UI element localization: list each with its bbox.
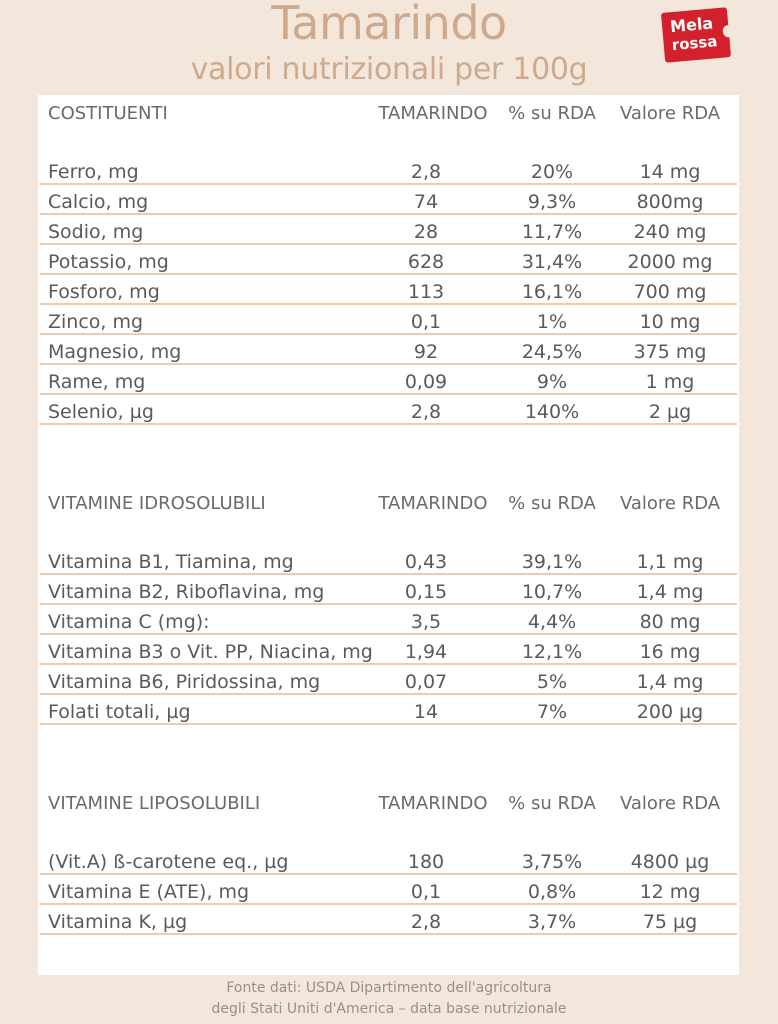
section-title: VITAMINE LIPOSOLUBILI <box>48 793 261 814</box>
melarossa-logo <box>661 7 731 63</box>
percent-rda: 4,4% <box>527 611 577 633</box>
rda-value: 2 µg <box>648 401 692 423</box>
source-line1: Fonte dati: USDA Dipartimento dell'agricoltura <box>226 980 552 996</box>
nutrient-name: Fosforo, mg <box>48 281 160 303</box>
tamarindo-value: 1,94 <box>404 641 448 663</box>
tamarindo-value: 2,8 <box>410 401 442 423</box>
percent-rda: 10,7% <box>521 581 583 603</box>
rda-value: 700 mg <box>633 281 707 303</box>
nutrient-name: Vitamina B6, Piridossina, mg <box>48 671 321 693</box>
nutrient-name: (Vit.A) ß-carotene eq., µg <box>48 851 289 873</box>
rda-value: 200 µg <box>636 701 704 723</box>
logo-line1: Mela <box>669 13 714 37</box>
tamarindo-value: 2,8 <box>410 161 442 183</box>
nutrient-name: Sodio, mg <box>48 221 144 243</box>
percent-rda: 1% <box>536 311 568 333</box>
column-header-percent-rda: % su RDA <box>508 103 596 124</box>
rda-value: 240 mg <box>633 221 707 243</box>
nutrient-name: Ferro, mg <box>48 161 139 183</box>
percent-rda: 20% <box>530 161 574 183</box>
tamarindo-value: 113 <box>407 281 445 303</box>
tamarindo-value: 628 <box>407 251 445 273</box>
table-row <box>40 305 737 335</box>
rda-value: 10 mg <box>639 311 701 333</box>
nutrient-name: Magnesio, mg <box>48 341 182 363</box>
rda-value: 14 mg <box>639 161 701 183</box>
logo-line2: rossa <box>671 32 719 55</box>
table-row <box>40 155 737 185</box>
tamarindo-value: 0,43 <box>404 551 448 573</box>
percent-rda: 31,4% <box>521 251 583 273</box>
percent-rda: 140% <box>524 401 580 423</box>
section-header-row <box>40 787 737 817</box>
tamarindo-value: 0,09 <box>404 371 448 393</box>
rda-value: 800mg <box>636 191 704 213</box>
tamarindo-value: 0,1 <box>410 881 442 903</box>
table-row <box>40 245 737 275</box>
tamarindo-value: 0,07 <box>404 671 448 693</box>
nutrient-name: Vitamina B1, Tiamina, mg <box>48 551 294 573</box>
rda-value: 375 mg <box>633 341 707 363</box>
rda-value: 80 mg <box>639 611 701 633</box>
rda-value: 2000 mg <box>627 251 713 273</box>
tamarindo-value: 0,1 <box>410 311 442 333</box>
percent-rda: 3,75% <box>521 851 583 873</box>
table-row <box>40 635 737 665</box>
tamarindo-value: 180 <box>407 851 445 873</box>
rda-value: 12 mg <box>639 881 701 903</box>
table-row <box>40 845 737 875</box>
table-row <box>40 365 737 395</box>
table-row <box>40 335 737 365</box>
rda-value: 16 mg <box>639 641 701 663</box>
rda-value: 1 mg <box>645 371 695 393</box>
nutrient-name: Vitamina K, µg <box>48 911 188 933</box>
percent-rda: 9,3% <box>527 191 577 213</box>
table-row <box>40 275 737 305</box>
nutrient-name: Vitamina B2, Riboflavina, mg <box>48 581 325 603</box>
rda-value: 1,1 mg <box>636 551 704 573</box>
section-title: COSTITUENTI <box>48 103 168 124</box>
page-subtitle: valori nutrizionali per 100g <box>190 52 588 87</box>
table-row <box>40 665 737 695</box>
table-row <box>40 185 737 215</box>
percent-rda: 9% <box>536 371 568 393</box>
source-line2: degli Stati Uniti d'America – data base nutrizionale <box>211 1001 567 1017</box>
percent-rda: 11,7% <box>521 221 583 243</box>
rda-value: 4800 µg <box>630 851 710 873</box>
nutrient-name: Vitamina E (ATE), mg <box>48 881 250 903</box>
section-header-row <box>40 97 737 127</box>
nutrient-name: Folati totali, µg <box>48 701 191 723</box>
percent-rda: 16,1% <box>521 281 583 303</box>
percent-rda: 7% <box>536 701 568 723</box>
rda-value: 75 µg <box>642 911 698 933</box>
column-header-rda-value: Valore RDA <box>619 793 721 814</box>
tamarindo-value: 2,8 <box>410 911 442 933</box>
table-row <box>40 545 737 575</box>
rda-value: 1,4 mg <box>636 671 704 693</box>
nutrient-name: Potassio, mg <box>48 251 169 273</box>
table-row <box>40 395 737 425</box>
column-header-tamarindo: TAMARINDO <box>378 493 488 514</box>
tamarindo-value: 14 <box>413 701 439 723</box>
table-row <box>40 575 737 605</box>
nutrient-name: Rame, mg <box>48 371 146 393</box>
table-row <box>40 905 737 935</box>
header <box>0 0 778 95</box>
column-header-rda-value: Valore RDA <box>619 103 721 124</box>
column-header-percent-rda: % su RDA <box>508 493 596 514</box>
percent-rda: 24,5% <box>521 341 583 363</box>
section-title: VITAMINE IDROSOLUBILI <box>48 493 266 514</box>
column-header-percent-rda: % su RDA <box>508 793 596 814</box>
percent-rda: 12,1% <box>521 641 583 663</box>
column-header-rda-value: Valore RDA <box>619 493 721 514</box>
column-header-tamarindo: TAMARINDO <box>378 793 488 814</box>
section-header-row <box>40 487 737 517</box>
tamarindo-value: 3,5 <box>410 611 442 633</box>
table-row <box>40 695 737 725</box>
percent-rda: 39,1% <box>521 551 583 573</box>
source-note <box>0 978 778 1020</box>
table-row <box>40 215 737 245</box>
nutrient-name: Vitamina B3 o Vit. PP, Niacina, mg <box>48 641 373 663</box>
nutrient-name: Selenio, µg <box>48 401 154 423</box>
table-row <box>40 605 737 635</box>
percent-rda: 0,8% <box>527 881 577 903</box>
percent-rda: 5% <box>536 671 568 693</box>
nutrient-name: Zinco, mg <box>48 311 144 333</box>
page-title: Tamarindo <box>271 0 507 50</box>
tamarindo-value: 74 <box>413 191 439 213</box>
tamarindo-value: 0,15 <box>404 581 448 603</box>
tamarindo-value: 28 <box>413 221 439 243</box>
rda-value: 1,4 mg <box>636 581 704 603</box>
nutrient-name: Vitamina C (mg): <box>48 611 210 633</box>
column-header-tamarindo: TAMARINDO <box>378 103 488 124</box>
tamarindo-value: 92 <box>413 341 439 363</box>
percent-rda: 3,7% <box>527 911 577 933</box>
nutrition-table <box>38 95 739 975</box>
nutrient-name: Calcio, mg <box>48 191 149 213</box>
table-row <box>40 875 737 905</box>
